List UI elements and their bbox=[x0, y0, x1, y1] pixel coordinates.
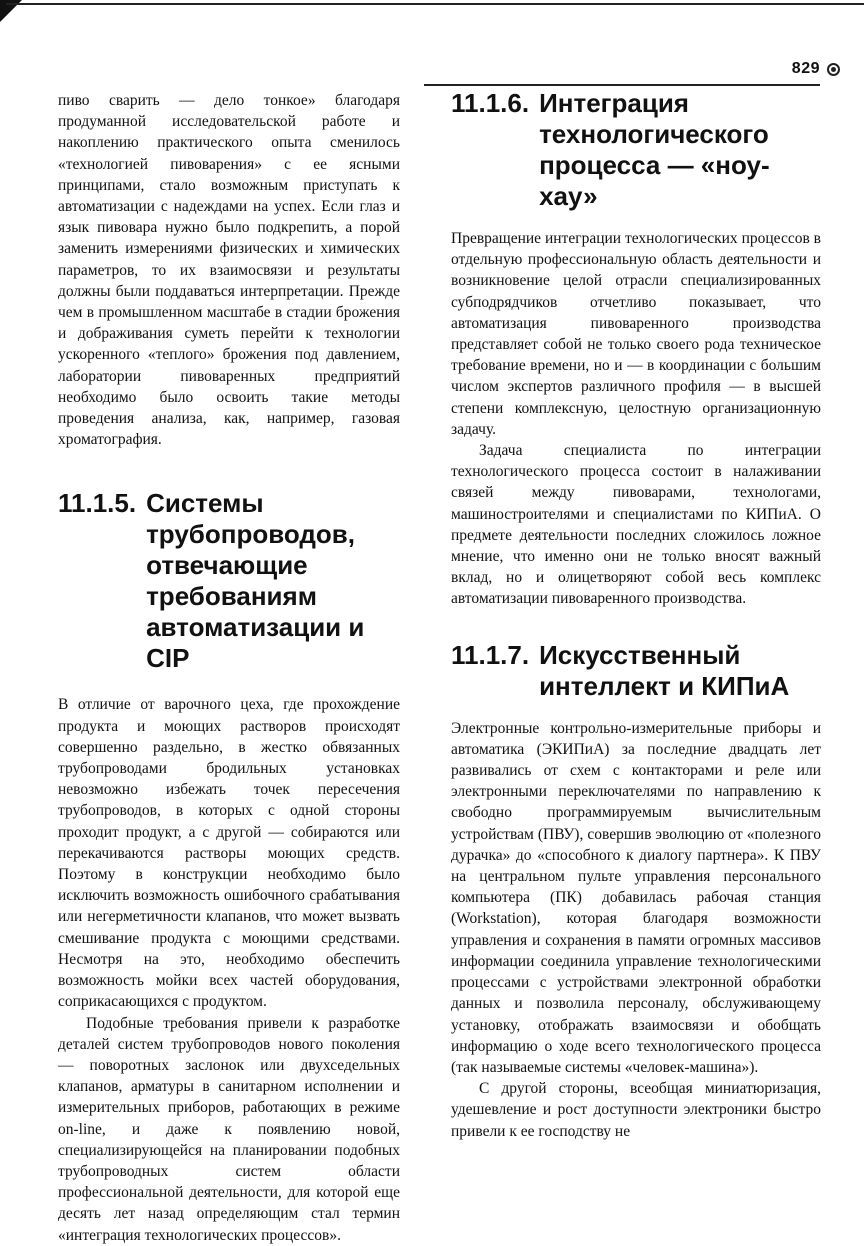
disc-icon bbox=[827, 63, 840, 76]
section-number: 11.1.7. bbox=[451, 639, 530, 670]
section-number: 11.1.6. bbox=[451, 88, 530, 118]
top-rule bbox=[6, 3, 864, 5]
section-title: Системы трубопроводов, отвечающие требованиям автоматизации и CIP bbox=[146, 488, 365, 674]
section-title: Интеграция технологического процесса — «ноу-хау» bbox=[539, 88, 770, 211]
intro-paragraph: пиво сварить — дело тонкое» благодаря продуманной исследовательской работе и накоплению практического опыта сменилось «технологией пивоварения» с ее ясными принципами, стало возможным приступать к автоматизации с надеждами на успех. Если глаз и язык пивовара нужно было подкрепить, а порой заменить измерениями физических и химических параметров, то их взаимосвязи и результаты должны были поддаваться интерпретации. Прежде чем в промышленном масштабе в стадии брожения и дображивания суметь перейти к технологии ускоренного «теплого» брожения под давлением, лаборатории пивоваренных предприятий необходимо было освоить такие методы проведения анализа, как, например, газовая хроматография. bbox=[58, 92, 400, 449]
body-paragraph: В отличие от варочного цеха, где прохождение продукта и моющих растворов происходят совершенно раздельно, в жестко обвязанных трубопроводами бродильных установках невозможно избежать точек пересечения трубопроводов, в которых с одной стороны проходит продукт, а с другой — собираются или перекачиваются растворы моющих средств. Поэтому в конструкции необходимо было исключить возможность ошибочного срабатывания или негерметичности клапанов, что может вызвать смешивание продукта с моющими средствами. Несмотря на это, необходимо обеспечить возможность мойки всех частей оборудования, соприкасающихся с продуктом. bbox=[58, 696, 400, 1011]
page-number: 829 bbox=[791, 60, 820, 77]
section-title: Искусственный интеллект и КИПиА bbox=[539, 639, 790, 701]
right-column bbox=[451, 88, 821, 1142]
body-paragraph: Задача специалиста по интеграции технологического процесса состоит в налаживании связей между пивоварами, технологами, машиностроителями и специалистами по КИПиА. О предмете деятельности последних сложилось ложное мнение, что именно они не только вносят важный вклад, но и олицетворяют собой весь комплекс автоматизации пивоваренного производства. bbox=[451, 442, 821, 608]
header-rule bbox=[424, 84, 820, 86]
section-heading-11-1-5 bbox=[58, 488, 400, 674]
section-heading-11-1-6 bbox=[451, 88, 821, 212]
body-paragraph: С другой стороны, всеобщая миниатюризация, удешевление и рост доступности электроники быстро привели к ее господству не bbox=[451, 1080, 821, 1140]
left-column bbox=[58, 90, 400, 1246]
body-paragraph: Подобные требования привели к разработке деталей систем трубопроводов нового поколения — поворотных заслонок или двухседельных клапанов, арматуры в санитарном исполнении и измерительных приборов, работающих в режиме on-line, и даже к появлению новой, специализирующейся на планировании подобных трубопроводных систем области профессиональной деятельности, для которой еще десять лет назад определяющим стал термин «интеграция технологических процессов». bbox=[58, 1014, 400, 1244]
body-paragraph: Превращение интеграции технологических процессов в отдельную профессиональную область деятельности и возникновение целой отрасли специализированных субподрядчиков отчетливо показывает, что автоматизация пивоваренного производства представляет собой не только своего рода техническое требование времени, но и — в координации с большим числом экспертов различного профиля — в высшей степени комплексную, целостную организационную задачу. bbox=[451, 230, 821, 438]
section-number: 11.1.5. bbox=[58, 488, 137, 519]
section-heading-11-1-7 bbox=[451, 640, 821, 702]
body-paragraph: Электронные контрольно-измерительные приборы и автоматика (ЭКИПиА) за последние двадцать лет развивались от схем с контакторами и реле или электронными переключателями по направлению к свободно программируемым вычислительным устройствам (ПВУ), совершив эволюцию от «полезного дурачка» до «способного к диалогу партнера». К ПВУ на центральном пульте управления персонального компьютера (ПК) добавилась рабочая станция (Workstation), которая благодаря возможности управления и сохранения в памяти огромных массивов информации соединила управление технологическими процессами с устройствами электронной обработки данных и позволила персоналу, обслуживающему установку, отображать взаимосвязи и обобщать информацию о ходе всего технологического процесса (так называемые системы «человек-машина»). bbox=[451, 719, 821, 1076]
